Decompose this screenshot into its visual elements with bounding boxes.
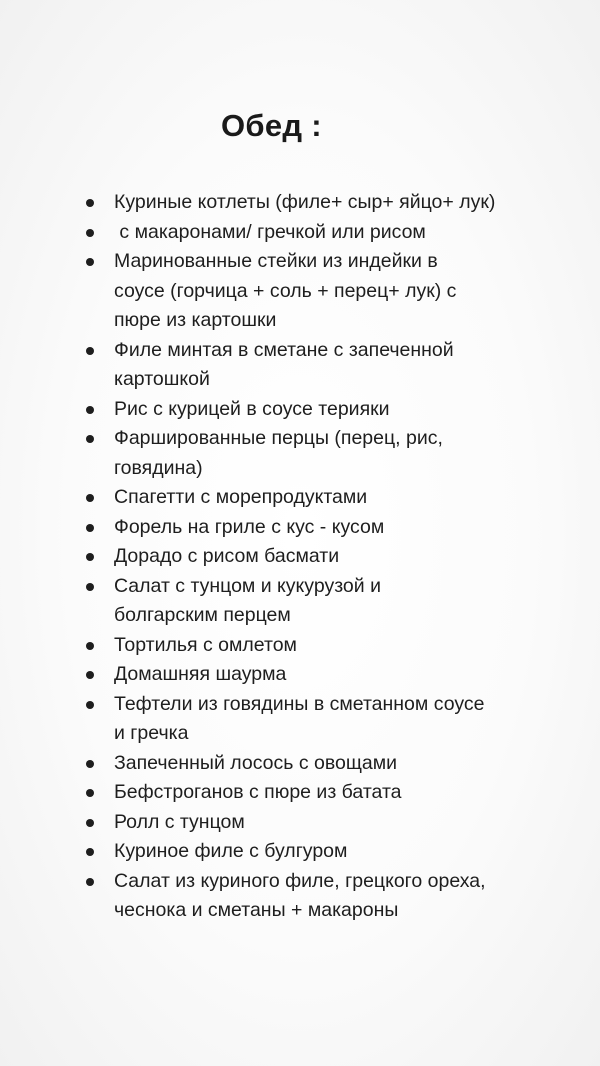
list-item (86, 778, 556, 808)
list-item-text: Салат из куриного филе, грецкого ореха, (114, 869, 486, 892)
list-item-text: Тортилья с омлетом (114, 633, 297, 656)
list-item-text: и гречка (114, 722, 189, 744)
list-item-text: Тефтели из говядины в сметанном соусе (114, 692, 485, 715)
bullet-icon (86, 494, 94, 502)
bullet-icon (86, 229, 94, 237)
list-item-text: чеснока и сметаны + макароны (114, 899, 399, 921)
list-item-text: говядина) (114, 456, 203, 479)
list-item-text: Спагетти с морепродуктами (114, 486, 368, 508)
bullet-icon (86, 878, 94, 886)
list-item-text: Филе минтая в сметане с запеченной (114, 338, 454, 361)
list-item-text: Куриное филе с булгуром (114, 840, 348, 862)
list-item (86, 749, 556, 779)
bullet-icon (86, 406, 94, 414)
bullet-icon (86, 848, 94, 856)
bullet-icon (86, 819, 94, 827)
list-item (86, 247, 556, 336)
bullet-icon (86, 258, 94, 266)
list-item-text: Куриные котлеты (филе+ сыр+ яйцо+ лук) (114, 191, 496, 213)
list-item (86, 808, 556, 838)
list-item (86, 336, 556, 395)
list-item (86, 572, 556, 631)
list-item (86, 542, 556, 572)
bullet-icon (86, 642, 94, 650)
list-item-text: Маринованные стейки из индейки в (114, 250, 438, 272)
menu-list (86, 188, 556, 926)
list-item-text: Ролл с тунцом (114, 810, 245, 833)
bullet-icon (86, 347, 94, 355)
bullet-icon (86, 524, 94, 532)
list-item-text: Рис с курицей в соусе терияки (114, 397, 390, 420)
list-item-text: картошкой (114, 368, 210, 390)
bullet-icon (86, 760, 94, 768)
list-item-text: Запеченный лосось с овощами (114, 751, 398, 774)
list-item (86, 631, 556, 661)
list-item (86, 424, 556, 483)
list-item-text: Фаршированные перцы (перец, рис, (114, 427, 443, 449)
bullet-icon (86, 789, 94, 797)
list-item-text: Домашняя шаурма (114, 663, 287, 685)
page-title: Обед : (221, 108, 322, 143)
list-item (86, 867, 556, 926)
list-item (86, 188, 556, 218)
list-item (86, 483, 556, 513)
list-item-text: Форель на гриле с кус - кусом (114, 515, 385, 538)
list-item (86, 660, 556, 690)
list-item-text: Салат с тунцом и кукурузой и (114, 574, 381, 597)
bullet-icon (86, 583, 94, 591)
bullet-icon (86, 553, 94, 561)
list-item (86, 690, 556, 749)
list-item-text: пюре из картошки (114, 309, 277, 331)
bullet-icon (86, 199, 94, 207)
list-item-text: соусе (горчица + соль + перец+ лук) с (114, 279, 457, 302)
list-item-text: болгарским перцем (114, 604, 291, 626)
bullet-icon (86, 701, 94, 709)
list-item (86, 837, 556, 867)
bullet-icon (86, 671, 94, 679)
bullet-icon (86, 435, 94, 443)
list-item-text: Бефстроганов с пюре из батата (114, 781, 402, 803)
list-item (86, 218, 556, 248)
list-item-text: с макаронами/ гречкой или рисом (114, 220, 426, 243)
list-item-text: Дорадо с рисом басмати (114, 545, 340, 567)
list-item (86, 395, 556, 425)
list-item (86, 513, 556, 543)
